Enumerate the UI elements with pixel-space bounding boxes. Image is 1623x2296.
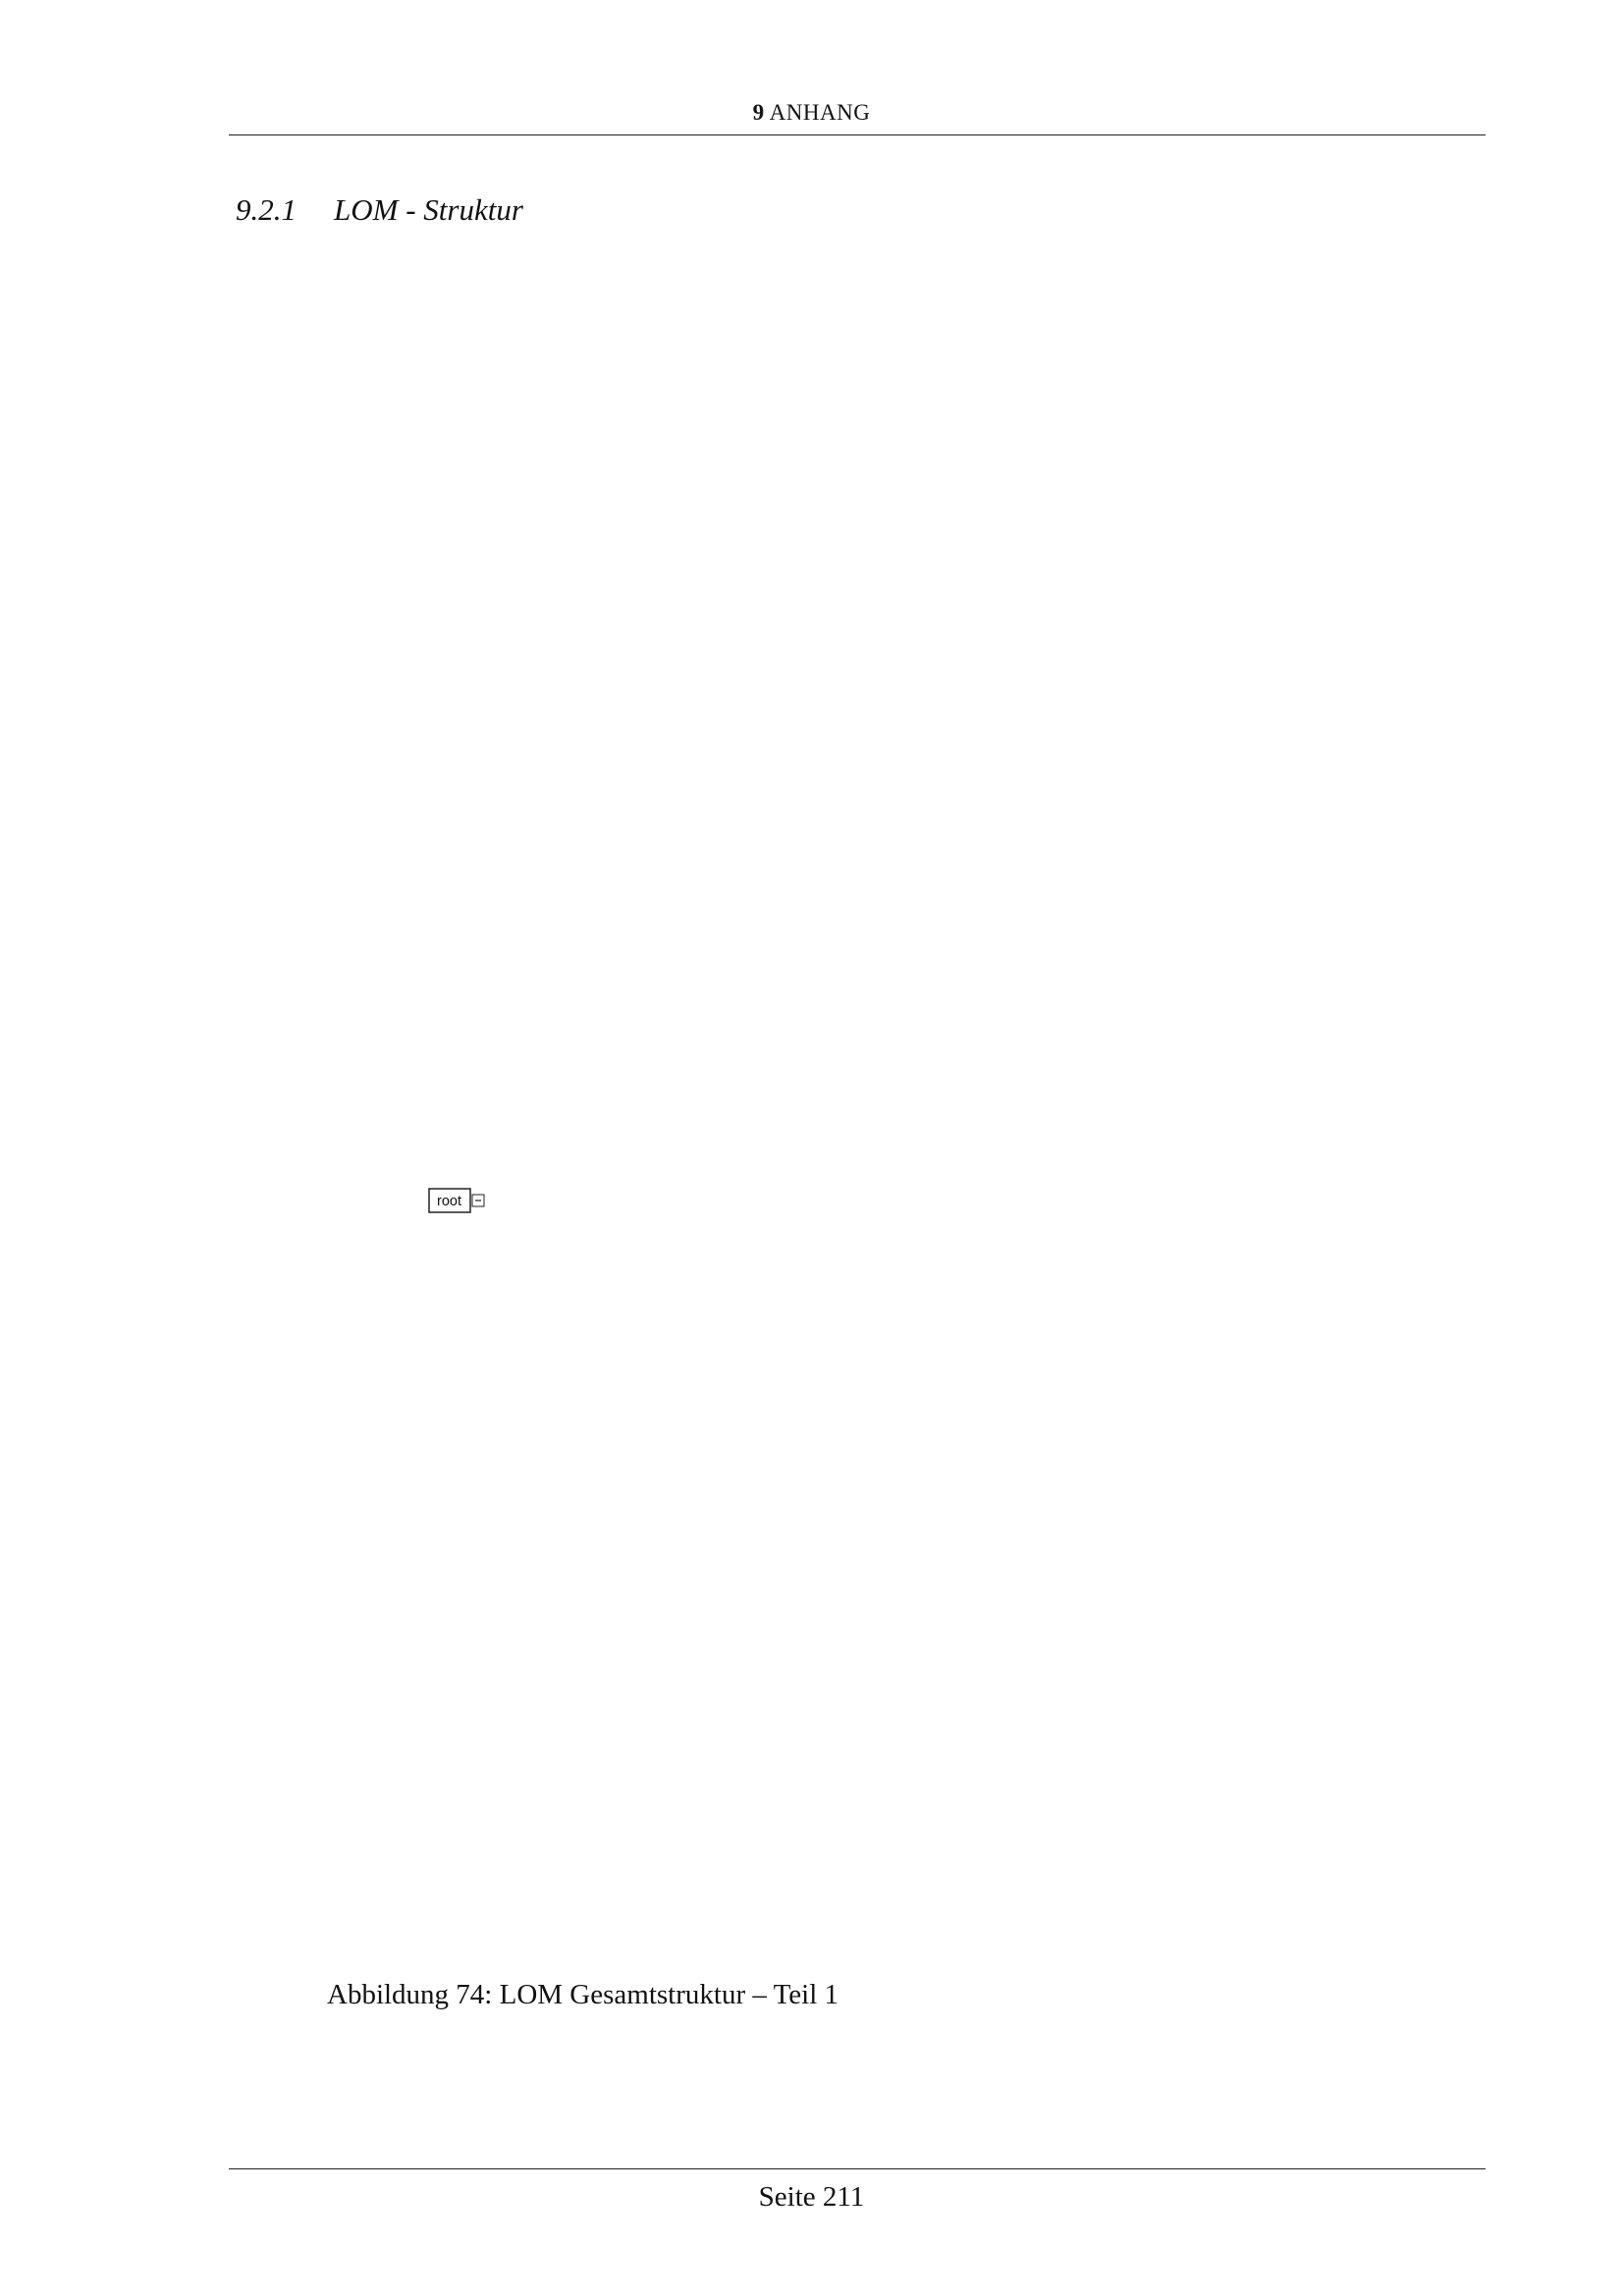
- footer-rule: [229, 2168, 1486, 2169]
- element-label: root: [437, 1194, 461, 1209]
- chapter-title: ANHANG: [769, 100, 871, 125]
- figure-caption: Abbildung 74: LOM Gesamtstruktur – Teil 1: [327, 1979, 839, 2010]
- section-title: LOM - Struktur: [334, 192, 523, 227]
- chapter-number: 9: [752, 100, 765, 125]
- collapse-toggle-icon[interactable]: [472, 1195, 484, 1206]
- element-root[interactable]: [429, 1189, 470, 1212]
- page-number: Seite 211: [758, 2181, 865, 2213]
- section-number: 9.2.1: [236, 192, 297, 227]
